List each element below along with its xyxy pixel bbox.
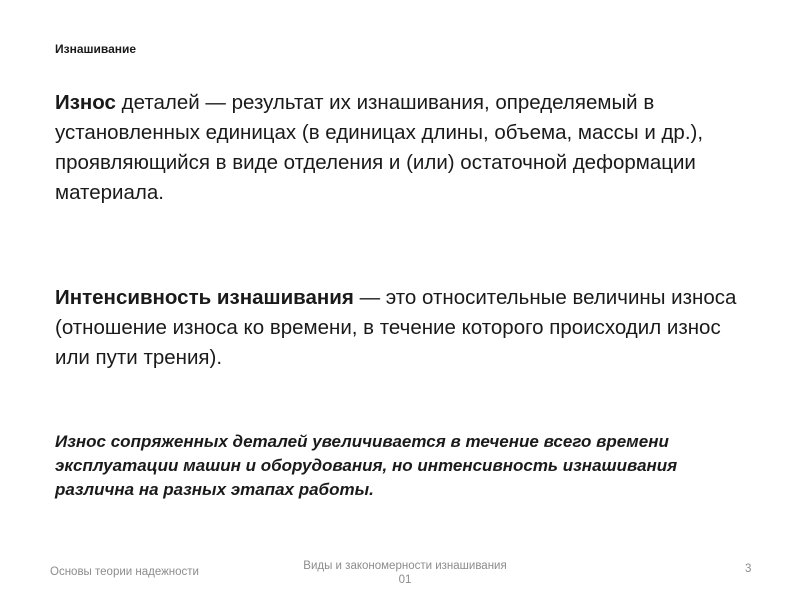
footer-lecture-title-line1: Виды и закономерности изнашивания [303, 560, 507, 572]
slide-title: Изнашивание [55, 42, 137, 56]
wear-intensity-text: — это относительные величины износа (отношение износа ко времени, в течение которого происходил износ или пути трения). [55, 286, 737, 369]
paragraph-wear-definition [55, 88, 755, 208]
footer-lecture-title [290, 559, 520, 587]
page-number: 3 [745, 563, 752, 575]
wear-definition-text: деталей — результат их изнашивания, определяемый в установленных единицах (в единицах длины, объема, массы и др.), проявляющийся в виде отделения и (или) остаточной деформации материала. [55, 91, 704, 204]
footer-lecture-title-line2: 01 [398, 574, 412, 586]
term-wear-intensity: Интенсивность изнашивания [55, 286, 354, 309]
footer-course-title: Основы теории надежности [50, 566, 199, 578]
paragraph-wear-intensity [55, 283, 745, 373]
term-wear: Износ [55, 91, 116, 114]
paragraph-conclusion: Износ сопряженных деталей увеличивается в течение всего времени эксплуатации машин и оборудования, но интенсивность изнашивания различна на разных этапах работы. [55, 432, 678, 499]
